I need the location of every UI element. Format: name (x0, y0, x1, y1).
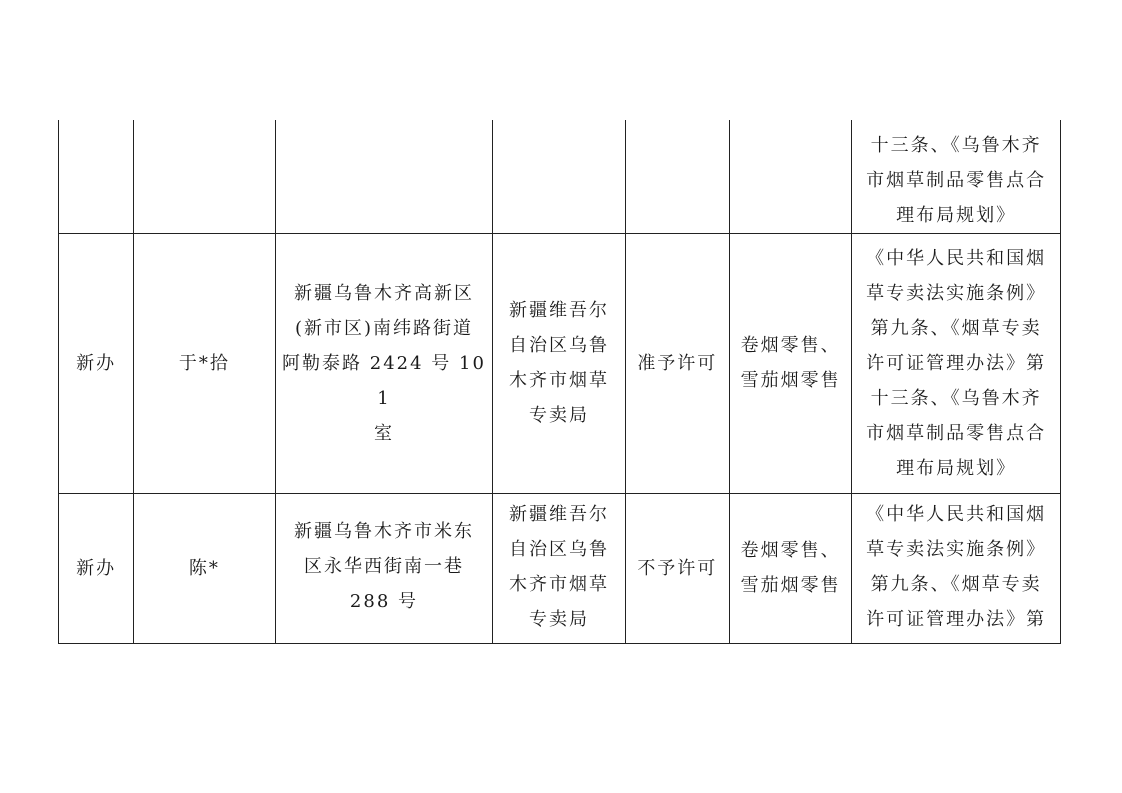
scope-line: 卷烟零售、 (740, 540, 841, 561)
cell-authority (493, 493, 625, 643)
address-line: 新疆乌鲁木齐高新区 (293, 282, 474, 304)
scope-line: 卷烟零售、 (740, 335, 841, 356)
basis-line: 理布局规划》 (896, 457, 1017, 479)
cell-authority (493, 120, 625, 233)
cell-type: 新办 (59, 493, 134, 643)
scope-line: 雪茄烟零售 (740, 370, 841, 391)
cell-address (275, 120, 493, 233)
cell-type: 新办 (59, 233, 134, 493)
table-row (59, 233, 1061, 493)
authority-line: 专卖局 (528, 405, 589, 426)
basis-line: 第九条、《烟草专卖 (870, 317, 1042, 339)
cell-basis (852, 120, 1061, 233)
cell-address (275, 233, 493, 493)
authority-line: 自治区乌鲁 (508, 538, 609, 560)
address-line: 阿勒泰路 2424 号 101 (282, 352, 486, 409)
cell-decision: 不予许可 (625, 493, 729, 643)
address-line: (新市区)南纬路街道 (294, 317, 473, 339)
address-line: 室 (373, 422, 394, 444)
cell-address (275, 493, 493, 643)
authority-line: 木齐市烟草 (508, 573, 609, 595)
cell-basis (852, 233, 1061, 493)
basis-line: 十三条、《乌鲁木齐 (870, 387, 1042, 409)
authority-line: 自治区乌鲁 (508, 335, 609, 356)
basis-line: 草专卖法实施条例》 (866, 538, 1047, 560)
cell-type (59, 120, 134, 233)
cell-authority (493, 233, 625, 493)
basis-line: 许可证管理办法》第 (866, 352, 1047, 374)
basis-line: 许可证管理办法》第 (866, 608, 1047, 630)
basis-line: 第九条、《烟草专卖 (870, 573, 1042, 595)
cell-name: 陈* (134, 493, 275, 643)
basis-line: 市烟草制品零售点合 (866, 169, 1047, 191)
basis-line: 草专卖法实施条例》 (866, 282, 1047, 304)
license-table (58, 120, 1061, 644)
basis-line: 十三条、《乌鲁木齐 (870, 134, 1042, 156)
address-line: 区永华西街南一巷 (303, 555, 464, 577)
address-line: 新疆乌鲁木齐市米东 (293, 520, 474, 542)
authority-line: 专卖局 (528, 608, 589, 630)
cell-scope (729, 120, 851, 233)
table-row (59, 493, 1061, 643)
authority-line: 新疆维吾尔 (508, 300, 609, 321)
cell-scope (729, 233, 851, 493)
address-line: 288 号 (349, 590, 418, 612)
basis-line: 《中华人民共和国烟 (866, 247, 1047, 269)
table-row (59, 120, 1061, 233)
cell-decision: 准予许可 (625, 233, 729, 493)
cell-scope (729, 493, 851, 643)
cell-basis (852, 493, 1061, 643)
basis-line: 理布局规划》 (896, 204, 1017, 226)
cell-name (134, 120, 275, 233)
basis-line: 市烟草制品零售点合 (866, 422, 1047, 444)
cell-name: 于*拾 (134, 233, 275, 493)
basis-line: 《中华人民共和国烟 (866, 503, 1047, 525)
authority-line: 新疆维吾尔 (508, 503, 609, 525)
scope-line: 雪茄烟零售 (740, 575, 841, 596)
authority-line: 木齐市烟草 (508, 370, 609, 391)
cell-decision (625, 120, 729, 233)
